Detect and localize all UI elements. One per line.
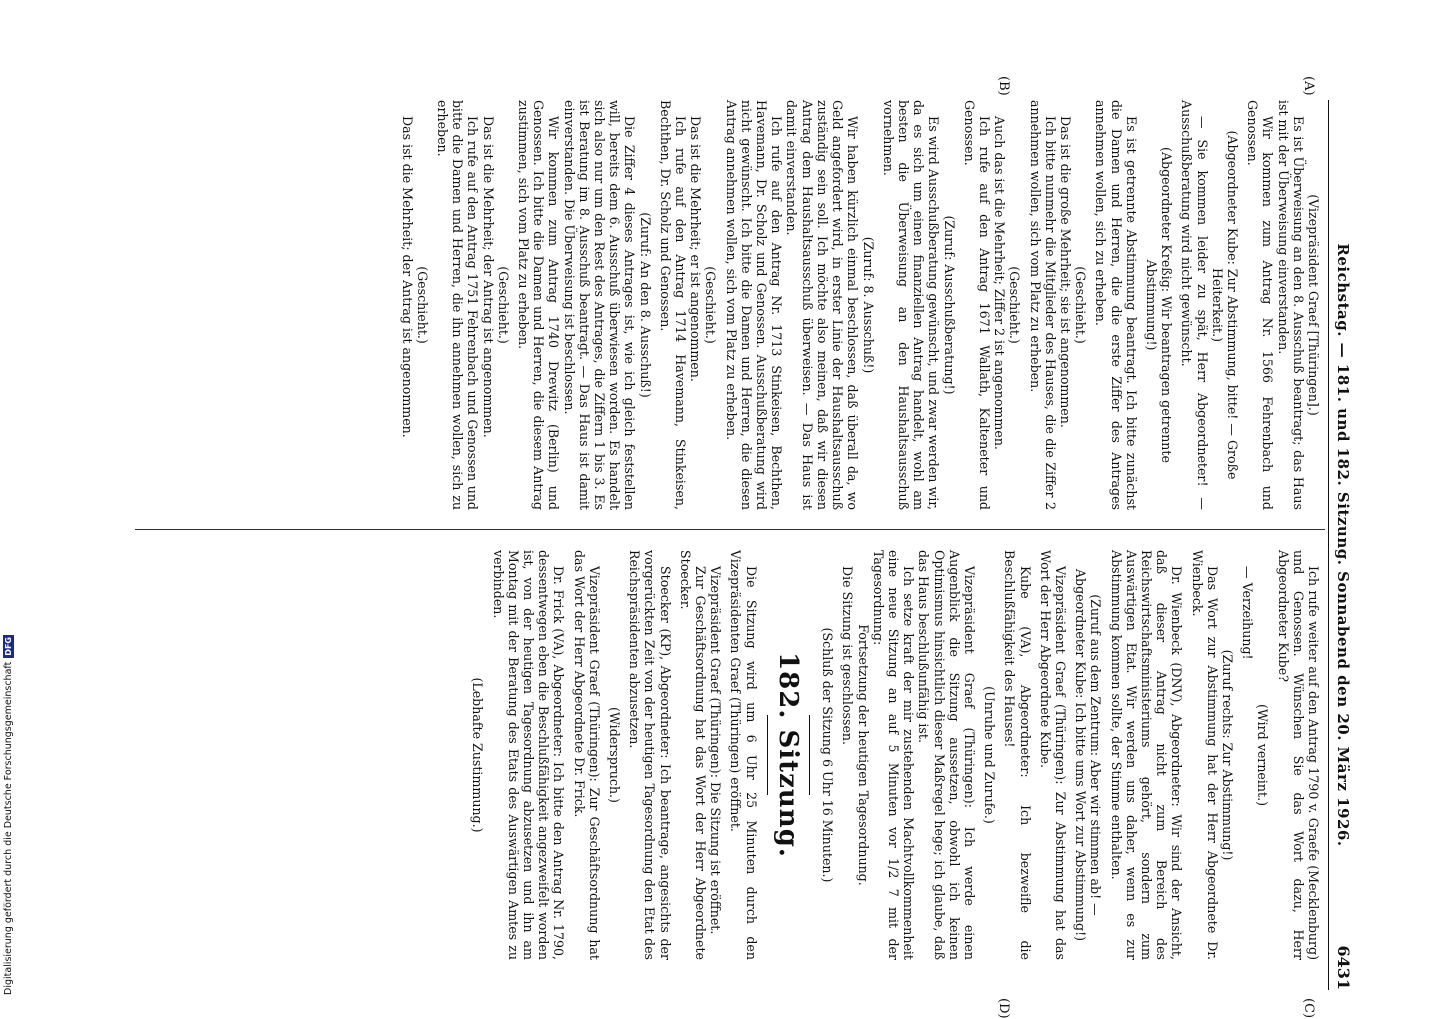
paragraph: Das ist die Mehrheit; der Antrag ist angenommen.: [480, 116, 496, 438]
paragraph: Wir kommen zum Antrag Nr. 1566 Fehrenbach und Genossen.: [1245, 100, 1276, 510]
speech: Vizepräsident Graef (Thüringen): Zur Geschäftsordnung hat das Wort der Herr Abgeordnete Dr. Frick.: [571, 550, 602, 960]
section-rule: [767, 715, 768, 795]
closing-note: (Schluß der Sitzung 6 Uhr 16 Minuten.): [820, 627, 836, 883]
page-number: 6431: [1334, 945, 1353, 990]
interjection: (Zuruf: Ausschußberatung!): [941, 215, 957, 395]
interjection: (Lebhafte Zustimmung.): [470, 677, 486, 833]
interjection: (Geschieht.): [1007, 266, 1023, 344]
column-divider: [135, 529, 1325, 530]
interjection: (Geschieht.): [414, 266, 430, 344]
speech: Kube (VA), Abgeordneter: Ich bezweifle die Beschlußfähigkeit des Hauses!: [1002, 550, 1033, 960]
interjection: (Abgeordneter Kube: Zur Abstimmung, bitte! — Große Heiterkeit.): [1209, 130, 1240, 480]
interjection: (Zuruf rechts: Zur Abstimmung!): [1219, 649, 1235, 861]
paragraph: Die Sitzung wird um 6 Uhr 25 Minuten durch den Vizepräsidenten Graef (Thüringen) eröffnet.: [728, 550, 759, 960]
paragraph: Es ist getrennte Abstimmung beantragt. Ich bitte zunächst die Damen und Herren, die die erste Ziffer des Antrages annehmen wollen, sich zu erheben.: [1093, 100, 1139, 510]
paragraph: Das ist die große Mehrheit; sie ist angenommen.: [1057, 116, 1073, 428]
rotated-document-page: [125, 76, 1355, 1019]
speech: Dr. Wienbeck (DNV), Abgeordneter: Wir sind der Ansicht, daß dieser Antrag nicht zum Bereich des Reichswirtschaftsministeriums gehört, sondern zum Auswärtigen Etat. Wir werden uns daher, wenn es zur Abstimmung kommen sollte, der Stimme enthalten.: [1108, 550, 1185, 960]
paragraph: Auch das ist die Mehrheit; Ziffer 2 ist angenommen.: [992, 116, 1008, 450]
interjection: (Geschieht.): [1073, 266, 1089, 344]
paragraph: Es wird Ausschußberatung gewünscht, und zwar werden wir, da es sich um einen finanziellen Antrag handelt, wohl am besten die Überweisung an den Haushaltsausschuß vornehmen.: [880, 100, 942, 510]
paragraph: — Sie kommen leider zu spät, Herr Abgeordneter! — Ausschußberatung wird nicht gewünscht.: [1179, 100, 1210, 510]
paragraph: Ich rufe auf den Antrag Nr. 1713 Stinkeisen, Bechthen, Havemann, Dr. Scholz und Genossen. Ausschußberatung wird nicht gewünscht. Ich bitte die Damen und Herren, die diesen Antrag annehmen wollen, sich vom Platz zu erheben.: [723, 100, 785, 510]
paragraph: Die Ziffer 4 dieses Antrages ist, wie ich gleich feststellen will, bereits dem 6. Ausschuß überwiesen worden. Es handelt sich also nur um den Rest des Antrages, die Ziffern 1 bis 3. Es ist Beratung im 8. Ausschuß beantragt. — Das Haus ist damit einverstanden. Die Überweisung ist beschlossen.: [561, 100, 638, 510]
interjection: (Zuruf: An den 8. Ausschuß!): [637, 212, 653, 398]
interjection: (Unruhe und Zurufe.): [982, 686, 998, 824]
paragraph: Wir haben kürzlich einmal beschlossen, daß überall da, wo Geld angefordert wird, in erster Linie der Haushaltsausschuß zuständig sein soll. Ich möchte also meinen, daß wir diesen Antrag dem Haushaltsausschuß überweisen. — Das Haus ist damit einverstanden.: [784, 100, 861, 510]
paragraph: Zur Geschäftsordnung hat das Wort der Herr Abgeordnete Stoecker.: [677, 550, 709, 960]
margin-letter-c: (C): [1301, 998, 1316, 1019]
interjection: (Wird verneint.): [1255, 703, 1271, 807]
margin-letter-d: (D): [996, 998, 1011, 1019]
interjection: (Abgeordneter Kreßig: Wir beantragen getrennte Abstimmung!): [1143, 147, 1175, 463]
left-column: [399, 100, 1321, 510]
speech: Vizepräsident Graef (Thüringen): Die Sitzung ist eröffnet.: [708, 566, 724, 935]
speech: Stoecker (KP), Abgeordneter: Ich beantrage, angesichts der vorgerückten Zeit von der heutigen Tagesordnung den Etat des Reichspräsidenten abzusetzen.: [627, 550, 673, 960]
paragraph: Ich bitte nunmehr die Mitglieder des Hauses, die die Ziffer 2 annehmen wollen, sich vom Platz zu erheben.: [1027, 100, 1058, 510]
agenda-item: Fortsetzung der heutigen Tagesordnung.: [855, 624, 871, 886]
section-rule: [809, 715, 810, 795]
interjection: (Widerspruch.): [607, 707, 623, 803]
paragraph: Ich rufe weiter auf den Antrag 1790 v. Graefe (Mecklenburg) und Genossen. Wünschen Sie das Wort dazu, Herr Abgeordneter Kube?: [1275, 550, 1321, 960]
page-header: [1328, 100, 1355, 990]
interjection: (Geschieht.): [703, 266, 719, 344]
paragraph: Wir kommen zum Antrag 1740 Drewitz (Berlin) und Genossen. Ich bitte die Damen und Herren, die diesem Antrag zustimmen, sich vom Platz zu erheben.: [516, 100, 562, 510]
digitization-credit: [3, 605, 15, 995]
right-column: [470, 550, 1321, 960]
paragraph: Ich rufe auf den Antrag 1714 Havemann, Stinkeisen, Bechthen, Dr. Scholz und Genossen.: [657, 100, 689, 510]
margin-letter-b: (B): [996, 76, 1011, 96]
speaker-note: (Vizepräsident Graef [Thüringen].): [1306, 194, 1321, 416]
speech: Vizepräsident Graef (Thüringen): Ich werde einen Augenblick die Sitzung aussetzen, obwohl ich keinen Optimismus hinsichtlich dieser Maßregel hege; ich glaube, daß das Haus beschlußunfähig ist.: [916, 550, 977, 960]
paragraph: Das ist die Mehrheit; der Antrag ist angenommen.: [399, 116, 415, 438]
interjection: (Geschieht.): [495, 266, 511, 344]
credit-text: Digitalisierung gefördert durch die Deutsche Forschungsgemeinschaft: [3, 661, 14, 995]
paragraph: Die Sitzung ist geschlossen.: [840, 566, 856, 746]
dfg-logo: DFG: [4, 637, 13, 656]
interjection: (Zuruf aus dem Zentrum: Aber wir stimmen ab! — Abgeordneter Kube: Ich bitte ums Wort zur Abstimmung!): [1073, 568, 1104, 942]
paragraph: Es ist Überweisung an den 8. Ausschuß beantragt; das Haus ist mit der Überweisung einverstanden.: [1275, 100, 1306, 510]
paragraph: Das ist die Mehrheit; er ist angenommen.: [688, 116, 704, 382]
speech: Dr. Frick (VA), Abgeordneter: Ich bitte den Antrag Nr. 1790, dessentwegen eben die Beschlußfähigkeit angezweifelt worden ist, von der heutigen Tagesordnung abzusetzen und ihn am Montag mit der Beratung des Etats des Auswärtigen Amtes zu verbinden.: [490, 550, 567, 960]
paragraph: Ich rufe auf den Antrag 1751 Fehrenbach und Genossen und bitte die Damen und Herren, die ihn annehmen wollen, sich zu erheben.: [435, 100, 481, 510]
header-title: Reichstag. — 181. und 182. Sitzung. Sonnabend den 20. März 1926.: [1334, 243, 1352, 847]
session-heading: 182. Sitzung.: [772, 652, 803, 858]
paragraph: Ich rufe auf den Antrag 1671 Wallath, Kalteneter und Genossen.: [961, 100, 992, 510]
paragraph: — Verzeihung!: [1240, 566, 1256, 660]
interjection: (Zuruf: 8. Ausschuß!): [860, 236, 876, 374]
paragraph: Das Wort zur Abstimmung hat der Herr Abgeordnete Dr. Wienbeck.: [1189, 550, 1220, 960]
margin-letter-a: (A): [1301, 76, 1316, 96]
speech: Vizepräsident Graef (Thüringen): Zur Abstimmung hat das Wort der Herr Abgeordnete Kube.: [1037, 550, 1068, 960]
paragraph: Ich setze kraft der mir zustehenden Machtvollkommenheit eine neue Sitzung an auf 5 Minuten vor 1/2 7 mit der Tagesordnung:: [870, 550, 917, 960]
